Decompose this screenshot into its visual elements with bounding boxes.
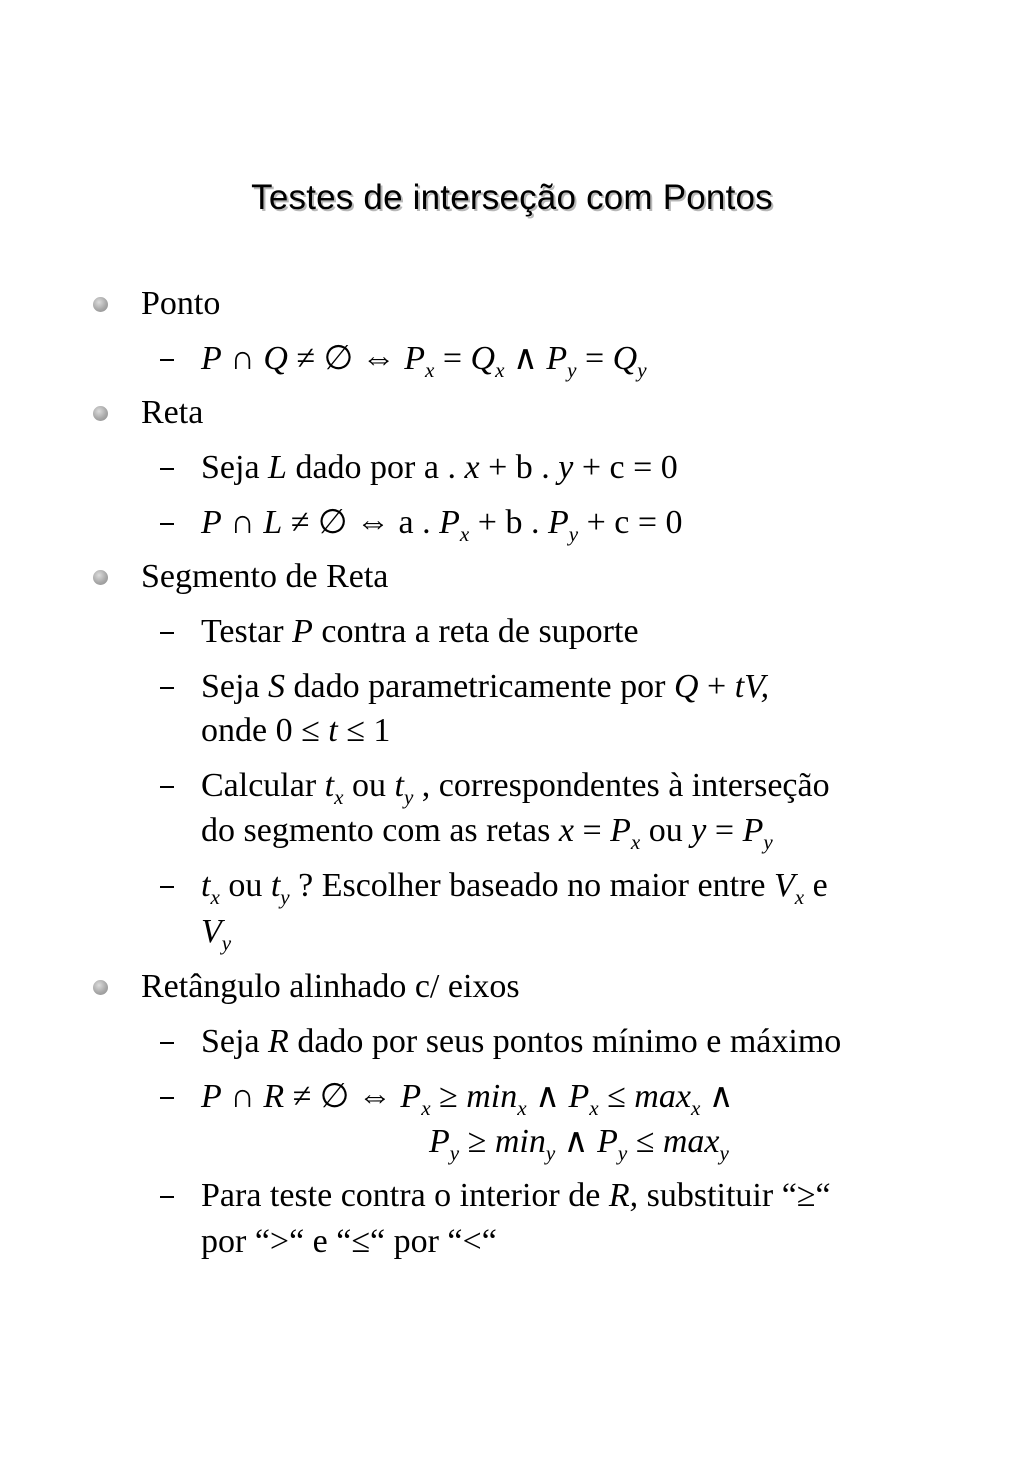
subscript: x (210, 885, 220, 909)
math-symbol: min (466, 1078, 518, 1115)
dash-marker (160, 632, 174, 634)
math-symbol: P (400, 1078, 422, 1115)
math-symbol: P (568, 1078, 590, 1115)
text-run: ≥ (430, 1078, 467, 1115)
math-symbol: Q (263, 340, 288, 377)
text-run: ≤ (627, 1123, 663, 1160)
text-run: Para teste contra o interior de (201, 1177, 609, 1214)
text-run: + (698, 668, 735, 705)
subscript: x (334, 785, 344, 809)
text-segmento-param-cont (201, 708, 390, 753)
text-run: e (804, 867, 828, 904)
math-symbol: P (429, 1123, 450, 1160)
text-run: substituir “≥“ (638, 1177, 831, 1214)
text-segmento-param (201, 664, 769, 709)
subscript: x (517, 1096, 527, 1120)
section-label-retangulo: Retângulo alinhado c/ eixos (141, 968, 520, 1005)
text-run: ∧ (700, 1078, 734, 1115)
math-symbol: L (263, 504, 283, 541)
section-label-ponto: Ponto (141, 285, 221, 322)
subscript: x (589, 1096, 599, 1120)
text-run: dado por a . (286, 449, 465, 486)
text-run: + c = 0 (573, 449, 678, 486)
math-symbol: R (268, 1023, 289, 1060)
math-symbol: x (464, 449, 480, 486)
formula-ponto-intersection (201, 336, 647, 381)
subscript: y (221, 931, 232, 955)
text-retangulo-interior-cont (201, 1219, 497, 1264)
text-run: = (573, 812, 611, 849)
math-symbol: P (201, 504, 222, 541)
math-symbol: P (742, 812, 764, 849)
dash-marker (160, 687, 174, 689)
bullet-dot (93, 570, 108, 585)
text-run: Seja (201, 449, 269, 486)
math-symbol: max (634, 1078, 691, 1115)
text-run: ∩ (221, 1078, 264, 1115)
text-run: , correspondentes à interseção (413, 767, 830, 804)
text-run: ≥ (459, 1123, 495, 1160)
dash-marker (160, 468, 174, 470)
math-symbol: V (773, 867, 795, 904)
text-run: ou (343, 767, 395, 804)
dash-marker (160, 523, 174, 525)
text-run: ∧ (504, 340, 547, 377)
math-symbol: P (292, 613, 313, 650)
text-run: dado por seus pontos mínimo e máximo (288, 1023, 842, 1060)
text-run: + b . (479, 449, 559, 486)
text-retangulo-interior (201, 1173, 831, 1218)
subscript: y (545, 1141, 556, 1165)
text-run: ∧ (555, 1123, 598, 1160)
math-symbol: Q (470, 340, 496, 377)
text-run: ∩ (221, 504, 264, 541)
math-symbol: P (610, 812, 631, 849)
subscript: y (719, 1141, 729, 1165)
text-run: contra a reta de suporte (312, 613, 639, 650)
math-symbol: V (201, 913, 222, 950)
subscript: x (421, 1096, 431, 1120)
text-run: Seja (201, 1023, 269, 1060)
text-segmento-test (201, 609, 639, 654)
dash-marker (160, 1097, 174, 1099)
subscript: y (567, 358, 577, 382)
subscript: y (449, 1141, 460, 1165)
math-symbol: R (263, 1078, 285, 1115)
dash-marker (160, 886, 174, 888)
bullet-dot (93, 406, 108, 421)
math-symbol: L (268, 449, 287, 486)
text-run: dado parametricamente por (285, 668, 674, 705)
math-symbol: t (270, 867, 281, 904)
math-symbol: x (558, 812, 574, 849)
text-run: onde 0 ≤ (201, 712, 329, 749)
text-segmento-calc (201, 763, 830, 808)
text-run: ≠ ∅ ⇔ a . (282, 504, 440, 541)
subscript: y (637, 358, 647, 382)
text-run: Seja (201, 668, 269, 705)
math-symbol: t (324, 767, 335, 804)
subscript: y (617, 1141, 628, 1165)
text-run: ou (219, 867, 271, 904)
text-segmento-choose-cont (201, 909, 231, 954)
math-symbol: P (547, 504, 569, 541)
text-run: ou (640, 812, 692, 849)
text-run: = (576, 340, 613, 377)
section-label-reta: Reta (141, 394, 204, 431)
formula-retangulo-intersection-cont (429, 1119, 729, 1164)
text-run: por “>“ e “≤“ por “<“ (201, 1223, 497, 1260)
text-run: ≤ (598, 1078, 635, 1115)
math-symbol: min (494, 1123, 546, 1160)
math-symbol: P (201, 1078, 222, 1115)
dash-marker (160, 786, 174, 788)
formula-retangulo-intersection (201, 1074, 734, 1119)
bullet-dot (93, 297, 108, 312)
math-symbol: P (201, 340, 222, 377)
subscript: y (403, 785, 414, 809)
math-symbol: P (597, 1123, 618, 1160)
text-run: Testar (201, 613, 293, 650)
text-run: ≤ 1 (337, 712, 391, 749)
math-symbol: y (691, 812, 707, 849)
subscript: y (568, 522, 579, 546)
subscript: y (280, 885, 290, 909)
text-run: ≠ ∅ ⇔ (284, 1078, 401, 1115)
text-run: ≠ ∅ ⇔ (287, 340, 405, 377)
text-run: do segmento com as retas (201, 812, 559, 849)
dash-marker (160, 1196, 174, 1198)
slide-title: Testes de interseção com Pontos (251, 178, 773, 217)
text-reta-definition (201, 445, 678, 490)
formula-reta-intersection (201, 500, 683, 545)
subscript: x (495, 358, 505, 382)
text-run: = (434, 340, 471, 377)
math-symbol: R, (608, 1177, 639, 1214)
math-symbol: y (558, 449, 574, 486)
subscript: y (763, 830, 773, 854)
bullet-dot (93, 980, 108, 995)
math-symbol: Q (673, 668, 699, 705)
text-run: Calcular (201, 767, 325, 804)
math-symbol: Q (612, 340, 638, 377)
text-run: + c = 0 (578, 504, 683, 541)
dash-marker (160, 359, 174, 361)
text-run: ∧ (526, 1078, 569, 1115)
subscript: x (690, 1096, 701, 1120)
math-symbol: P (546, 340, 568, 377)
subscript: x (424, 358, 435, 382)
subscript: x (459, 522, 470, 546)
text-run: ∩ (221, 340, 264, 377)
math-symbol: t (201, 867, 211, 904)
math-symbol: P (439, 504, 460, 541)
dash-marker (160, 1042, 174, 1044)
text-segmento-calc-cont (201, 808, 773, 853)
subscript: x (794, 885, 805, 909)
math-symbol: P (404, 340, 425, 377)
text-run: = (706, 812, 743, 849)
math-symbol: tV, (734, 668, 770, 705)
section-label-segmento: Segmento de Reta (141, 558, 389, 595)
text-run: ? Escolher baseado no maior entre (289, 867, 774, 904)
text-retangulo-definition (201, 1019, 841, 1064)
math-symbol: t (328, 712, 338, 749)
math-symbol: S (268, 668, 286, 705)
text-segmento-choose (201, 863, 828, 908)
math-symbol: t (394, 767, 404, 804)
subscript: x (630, 830, 641, 854)
math-symbol: max (662, 1123, 720, 1160)
text-run: + b . (469, 504, 548, 541)
